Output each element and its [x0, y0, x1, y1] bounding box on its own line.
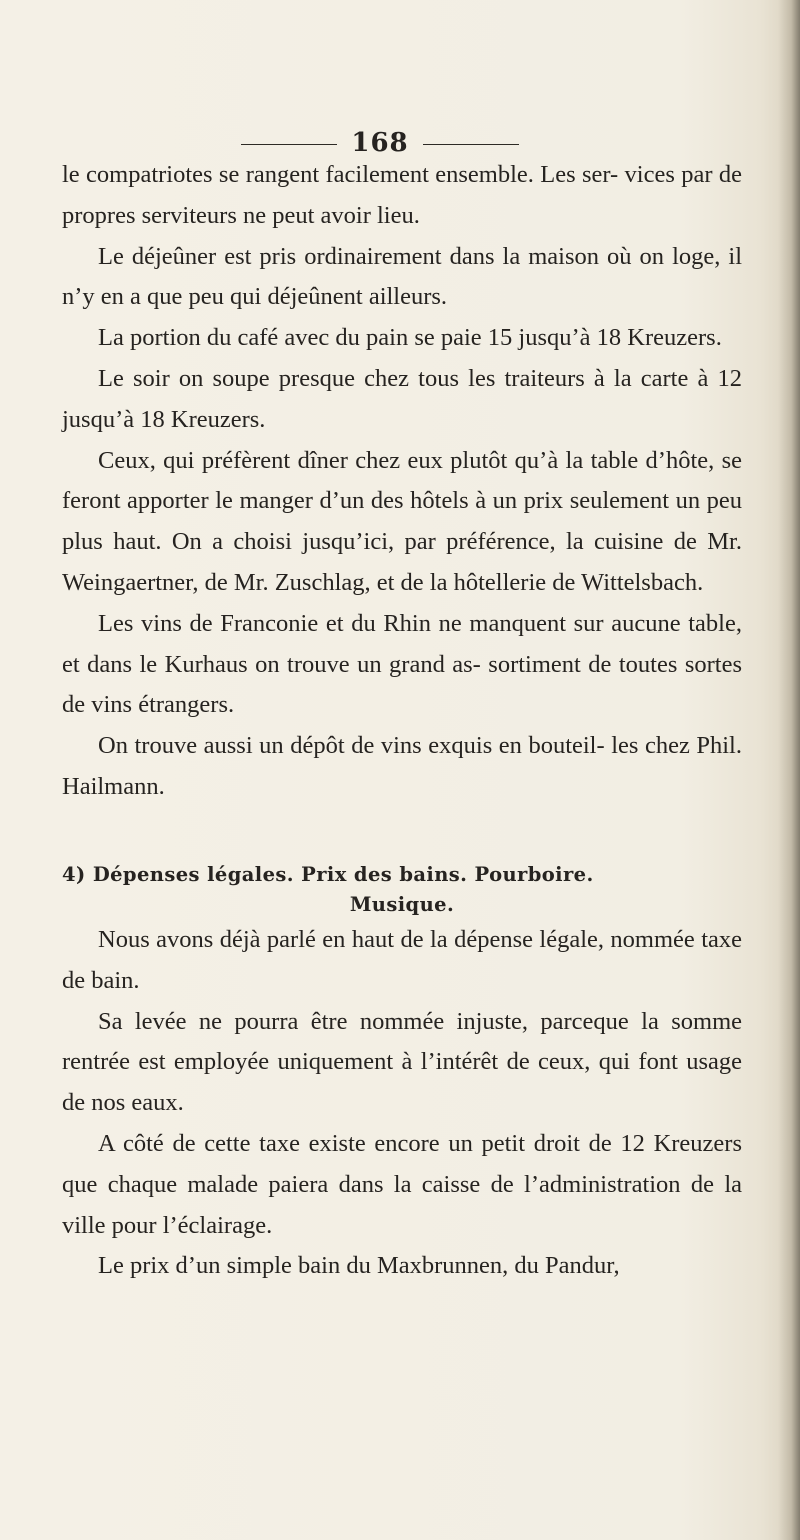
paragraph: La portion du café avec du pain se paie 15 jusqu’à 18 Kreuzers.: [98, 324, 722, 352]
paragraph: Ceux, qui préfèrent dîner chez eux plutôt qu’à la table d’hôte, se feront apporter le manger d’un des hôtels à un prix seulement un peu plus haut. On a choisi jusqu’ici, par préférence, la cuisine de Mr. Weingaertner, de Mr. Zuschlag, et de la hôtellerie de Wittelsbach.: [62, 446, 742, 596]
paragraph: Nous avons déjà parlé en haut de la dépense légale, nommée taxe de bain.: [62, 926, 742, 994]
paragraph: le compatriotes se rangent facilement ensemble. Les ser- vices par de propres serviteurs ne peut avoir lieu.: [62, 161, 742, 229]
paragraph: Sa levée ne pourra être nommée injuste, parceque la somme rentrée est employée uniquement à l’intérêt de ceux, qui font usage de nos eaux.: [62, 1007, 742, 1117]
section-title-line1: Dépenses légales. Prix des bains. Pourboire.: [92, 863, 594, 886]
paragraph: On trouve aussi un dépôt de vins exquis en bouteil- les chez Phil. Hailmann.: [62, 732, 742, 800]
section-heading: [62, 860, 742, 920]
paragraph: Le prix d’un simple bain du Maxbrunnen, du Pandur,: [98, 1252, 620, 1280]
paragraph: Le déjeûner est pris ordinairement dans la maison où on loge, il n’y en a que peu qui déjeûnent ailleurs.: [62, 242, 742, 311]
paragraph: Le soir on soupe presque chez tous les traiteurs à la carte à 12 jusqu’à 18 Kreuzers.: [62, 364, 742, 433]
page-header: [0, 128, 760, 158]
section-title-line2: Musique.: [349, 893, 455, 916]
body-text-after: [62, 920, 742, 1287]
section-number: 4): [62, 863, 86, 886]
page-edge-shadow: [778, 0, 800, 1540]
page-number: 168: [351, 128, 409, 158]
body-text-before: [62, 155, 742, 808]
header-rule-left: [241, 144, 337, 145]
paragraph: Les vins de Franconie et du Rhin ne manquent sur aucune table, et dans le Kurhaus on trouve un grand as- sortiment de toutes sortes de vins étrangers.: [62, 609, 742, 719]
header-rule-right: [423, 144, 519, 145]
paragraph: A côté de cette taxe existe encore un petit droit de 12 Kreuzers que chaque malade paiera dans la caisse de l’administration de la ville pour l’éclairage.: [62, 1129, 742, 1239]
